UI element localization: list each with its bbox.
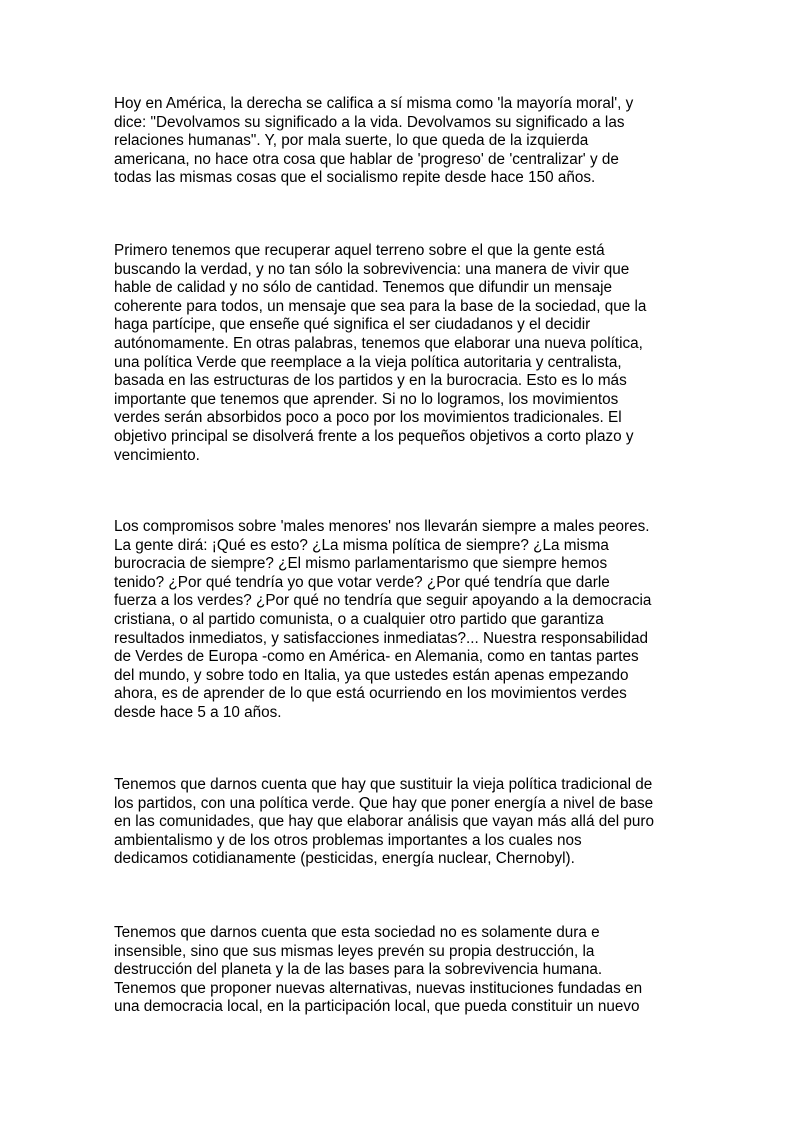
text-line: destrucción del planeta y la de las bases para la sobrevivencia humana.	[114, 961, 603, 979]
text-line: ambientalismo y de los otros problemas importantes a los cuales nos	[114, 831, 582, 849]
text-line: resultados inmediatos, y satisfacciones inmediatas?... Nuestra responsabilidad	[114, 629, 648, 647]
paragraph-4	[114, 776, 686, 869]
text-line: los partidos, con una política verde. Que hay que poner energía a nivel de base	[114, 794, 654, 812]
text-line: Tenemos que darnos cuenta que hay que sustituir la vieja política tradicional de	[114, 776, 653, 793]
text-line: ahora, es de aprender de lo que está ocurriendo en los movimientos verdes	[114, 685, 627, 703]
text-line: autónomamente. En otras palabras, tenemos que elaborar una nueva política,	[114, 334, 643, 352]
paragraph-5	[114, 924, 686, 1017]
text-line: Tenemos que darnos cuenta que esta sociedad no es solamente dura e	[114, 924, 600, 941]
text-line: dice: "Devolvamos su significado a la vida. Devolvamos su significado a las	[114, 113, 625, 131]
text-line: una democracia local, en la participación local, que pueda constituir un nuevo	[114, 998, 640, 1016]
text-line: haga partícipe, que enseñe qué significa el ser ciudadanos y el decidir	[114, 316, 591, 334]
paragraph-3	[114, 518, 686, 723]
text-line: objetivo principal se disolverá frente a los pequeños objetivos a corto plazo y	[114, 427, 634, 445]
text-line: buscando la verdad, y no tan sólo la sobrevivencia: una manera de vivir que	[114, 260, 630, 278]
text-line: Primero tenemos que recuperar aquel terreno sobre el que la gente está	[114, 242, 605, 259]
text-line: Los compromisos sobre 'males menores' nos llevarán siempre a males peores.	[114, 518, 650, 535]
text-line: verdes serán absorbidos poco a poco por los movimientos tradicionales. El	[114, 409, 622, 427]
text-line: una política Verde que reemplace a la vieja política autoritaria y centralista,	[114, 353, 622, 371]
text-line: en las comunidades, que hay que elaborar análisis que vayan más allá del puro	[114, 813, 654, 831]
text-line: Hoy en América, la derecha se califica a sí misma como 'la mayoría moral', y	[114, 95, 634, 112]
paragraph-2	[114, 242, 686, 465]
text-line: Tenemos que proponer nuevas alternativas, nuevas instituciones fundadas en	[114, 979, 643, 997]
paragraph-1	[114, 95, 686, 188]
text-line: dedicamos cotidianamente (pesticidas, energía nuclear, Chernobyl).	[114, 850, 575, 868]
text-line: de Verdes de Europa -como en América- en Alemania, como en tantas partes	[114, 648, 639, 666]
text-line: coherente para todos, un mensaje que sea para la base de la sociedad, que la	[114, 297, 647, 315]
text-line: insensible, sino que sus mismas leyes prevén su propia destrucción, la	[114, 942, 595, 960]
text-line: americana, no hace otra cosa que hablar de 'progreso' de 'centralizar' y de	[114, 150, 619, 168]
text-line: cristiana, o al partido comunista, o a cualquier otro partido que garantiza	[114, 610, 604, 628]
text-line: del mundo, y sobre todo en Italia, ya que ustedes están apenas empezando	[114, 666, 629, 684]
text-line: importante que tenemos que aprender. Si no lo logramos, los movimientos	[114, 390, 619, 408]
text-line: fuerza a los verdes? ¿Por qué no tendría que seguir apoyando a la democracia	[114, 592, 652, 610]
text-line: basada en las estructuras de los partidos y en la burocracia. Esto es lo más	[114, 372, 627, 390]
text-line: relaciones humanas". Y, por mala suerte, lo que queda de la izquierda	[114, 132, 589, 150]
text-line: burocracia de siempre? ¿El mismo parlamentarismo que siempre hemos	[114, 555, 608, 573]
text-line: hable de calidad y no sólo de cantidad. Tenemos que difundir un mensaje	[114, 279, 613, 297]
text-line: tenido? ¿Por qué tendría yo que votar verde? ¿Por qué tendría que darle	[114, 573, 610, 591]
text-line: todas las mismas cosas que el socialismo repite desde hace 150 años.	[114, 169, 596, 187]
text-line: vencimiento.	[114, 446, 200, 464]
text-line: desde hace 5 a 10 años.	[114, 703, 282, 721]
text-line: La gente dirá: ¡Qué es esto? ¿La misma política de siempre? ¿La misma	[114, 536, 609, 554]
